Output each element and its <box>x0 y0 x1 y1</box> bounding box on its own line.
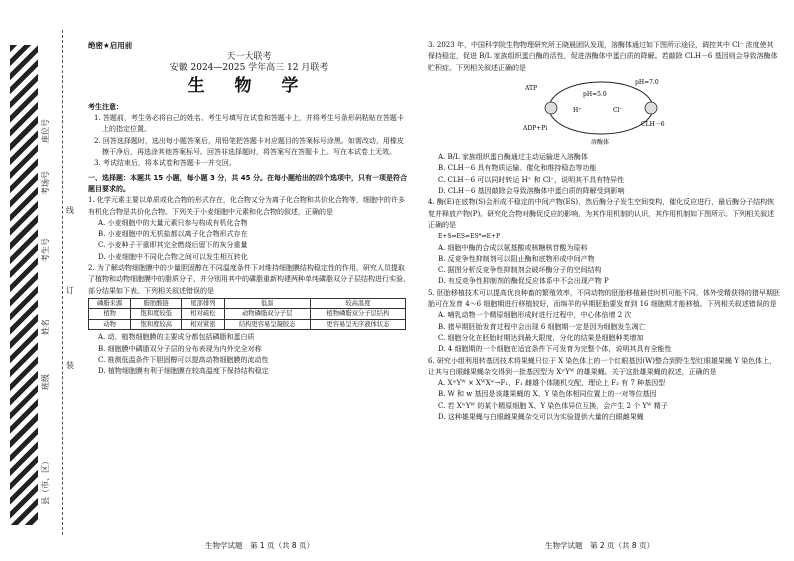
label-room: 考场号 <box>41 171 50 195</box>
question-3-stem: 3. 2023 年，中国科学院生物物理研究所王晓晨团队发现，溶酶体通过如下图所示途径，调控其中 Cl⁻ 浓度使其保持稳定，促进 B/L 家族组织蛋白酶的活性，促进溶酶体中蛋白质的降解。若敲除 CLH－6 基因则会导致溶酶体贮积症。下列相关叙述正确的是 <box>428 41 778 72</box>
option: B. 小麦细胞中的无机盐都以离子化合物形式存在 <box>98 230 248 239</box>
table-cell: 饱和度较低 <box>131 309 182 320</box>
table-header: 尾部排列 <box>182 298 224 309</box>
atp-label: ATP <box>525 84 538 92</box>
label-county: 县（市、区） <box>41 457 50 505</box>
label-name: 姓名 <box>41 319 50 335</box>
option: A. XʷYᵂ × XᵂXʷ→F₁，F₁ 雌雄个体随机交配，理论上 F₂ 有 7 种基因型 <box>438 379 666 388</box>
option: B. W 和 w 基因是该雄果蝇的 X、Y 染色体相同位置上的一对等位基因 <box>438 390 657 399</box>
table-cell: 相对紧密 <box>182 319 224 330</box>
notes-title: 考生注意： <box>88 102 123 111</box>
lysosome-membrane <box>549 82 653 134</box>
option: C. 小麦种子干重即其完全燃烧后留下的灰分重量 <box>98 241 248 250</box>
proton-pump <box>545 102 557 114</box>
option: C. 若 XʷYᵂ 的某个精原细胞 X、Y 染色体异位互换，会产生 2 个 Yᵂ 精子 <box>438 401 668 410</box>
enzyme-formula: E+S⇌ES⇌ES*⇌E+P <box>438 233 501 241</box>
subject-title: 生 物 学 <box>187 75 311 96</box>
note-item: 1. 答题前，考生务必将自己的姓名、考生号填写在试卷和答题卡上，并将考生号条形码粘贴在答题卡上的指定位置。 <box>94 114 404 134</box>
option: B. CLH－6 具有物质运输、催化和维持稳态等功能 <box>438 164 597 173</box>
option: A. B/L 家族组织蛋白酶通过主动运输进入溶酶体 <box>438 153 588 162</box>
question-6-stem: 6. 研究小组利用转基因技术将果蝇只位于 X 染色体上的一个红眼基因(W)整合到野生型红眼雄果蝇 Y 染色体上，让其与白眼雌果蝇杂交得到一批基因型为 XʷYᵂ 的雄果蝇。关于这批雄果蝇的叙述，正确的是 <box>428 356 777 376</box>
table-header: 脂肪酸链 <box>131 298 182 309</box>
option: B. 细胞膜中磷脂双分子层的分布表现为内外完全对称 <box>98 344 262 353</box>
question-4-stem: 4. 酶(E)在底物(S)会形成不稳定的中间产物(ES)，然后酶分子发生空间变构，催化反应进行，最后酶分子结构恢复并释放产物(P)。研究化合物对酶促反应的影响，为其作用机制的认识，其作用机制如下图所示。下列相关叙述正确的是 <box>428 198 775 229</box>
binding-strip <box>0 0 84 561</box>
table-cell: 更容易呈无序液体状态 <box>310 319 405 330</box>
binding-dashed-line <box>62 30 63 535</box>
label-seat: 座位号 <box>41 119 50 143</box>
option: A. 小麦细胞中的大量元素只参与构成有机化合物 <box>98 218 248 227</box>
ph-inside-label: pH=5.0 <box>583 90 607 98</box>
option: A. 哺乳动物一个精原细胞形成时进行过程中，中心体倍增 2 次 <box>438 311 632 320</box>
question-1-stem: 1. 化学元素主要以单质或化合物的形式存在，化合物又分为离子化合物和共价化合物等，细胞中的许多有机化合物是共价化合物。下列关于小麦细胞中元素和化合物的叙述，正确的是 <box>88 196 405 216</box>
note-item: 2. 回答选择题时，选出每小题答案后，用铅笔把答题卡对应题目的答案标号涂黑。如需改动，用橡皮擦干净后，再选涂其他答案标号。回答非选择题时，将答案写在答题卡上。写在本试卷上无效。 <box>94 136 404 157</box>
option: D. 这种雄果蝇与白眼雌果蝇杂交可以为实验提供大量的白眼雌果蝇 <box>438 413 644 422</box>
table-cell: 结构更容易呈凝胶态 <box>224 319 310 330</box>
exam-name: 安徽 2024—2025 学年高三 12 月联考 <box>169 63 329 74</box>
note-item: 3. 考试结束后，将本试卷和答题卡一并交回。 <box>94 159 236 168</box>
option: A. 细胞中酶的合成以氨基酸或核糖核苷酸为原料 <box>438 243 588 252</box>
option: A. 动、植物细胞膜的主要成分都包括磷脂和蛋白质 <box>98 333 255 342</box>
ph-outside-label: pH=7.0 <box>635 78 659 86</box>
footer-left: 生物学试题 第 1 页（共 8 页） <box>205 541 315 550</box>
lysosome-label: 溶酶体 <box>591 138 610 146</box>
table-header: 低温 <box>224 298 310 309</box>
exam-org: 天一大联考 <box>226 52 272 62</box>
left-column <box>88 38 410 378</box>
table-row <box>89 319 406 330</box>
clh6-transporter <box>645 102 657 114</box>
table-row <box>89 309 406 320</box>
option: C. 细胞分化在胚胎时期达到最大限度，分化的结果是细胞种类增加 <box>438 333 644 342</box>
option: D. CLH－6 基因敲除会导致溶酶体中蛋白质的降解受到影响 <box>438 187 625 196</box>
table-cell: 相对疏松 <box>182 309 224 320</box>
option: D. 小麦细胞中不同化合物之间可以发生相互转化 <box>98 252 248 261</box>
option: D. 植物细胞膜有利于细胞膜在较高温度下保持结构稳定 <box>98 367 269 376</box>
table-cell: 动物 <box>89 319 131 330</box>
option: B. 反竞争性抑制剂可以阻止酶和底物形成中间产物 <box>438 254 595 263</box>
hplus-label: H⁺ <box>573 106 582 114</box>
option: D. 4 细胞期的一个细胞在适宜条件下可发育为完整个体，说明其具有全能性 <box>438 345 672 354</box>
secret-label: 绝密★启用前 <box>88 41 133 50</box>
mark-install: 装 <box>66 361 74 370</box>
table-cell: 植物磷脂双分子层结构 <box>310 309 405 320</box>
question-2-stem: 2. 为了解动物细胞膜中的少量胆固醇在不同温度条件下对维持细胞膜结构稳定性的作用，研究人员提取了植物和动物细胞膜中的脂质分子，并分别用其中的磷脂重新构建两种单纯磷脂双分子层结构进行实验，部分结果如下表。下列相关叙述错误的是 <box>88 264 410 295</box>
option: D. 有反竞争性抑制剂的酶促反应体系中不会出现产物 P <box>438 277 609 286</box>
footer-right: 生物学试题 第 2 页（共 8 页） <box>545 541 655 550</box>
option: B. 猪早期胚胎发育过程中会出现 6 细胞期一定是因为细胞发生凋亡 <box>438 322 646 331</box>
label-candidate: 考生号 <box>41 238 50 262</box>
binding-stripes <box>10 45 38 525</box>
clh6-label: CLH－6 <box>641 120 665 128</box>
option: C. CLH－6 可以同时转运 H⁺ 和 Cl⁻，说明其不具有特异性 <box>438 175 625 184</box>
lysosome-diagram <box>523 76 673 146</box>
label-class: 班级 <box>41 374 50 390</box>
mark-bind: 订 <box>66 286 74 295</box>
table-cell: 动物磷脂双分子层 <box>224 309 310 320</box>
table-header: 磷脂来源 <box>89 298 131 309</box>
cl-label: Cl⁻ <box>613 106 623 114</box>
table-cell: 饱和度较高 <box>131 319 182 330</box>
option: C. 推测低温条件下胆固醇可以提高动物细胞膜的流动性 <box>98 356 269 365</box>
table-header: 较高温度 <box>310 298 405 309</box>
option: C. 据图分析反竞争性抑制剂会破坏酶分子的空间结构 <box>438 266 602 275</box>
notes <box>88 102 410 170</box>
lipid-table <box>88 298 406 331</box>
right-column <box>428 40 780 423</box>
table-cell: 植物 <box>89 309 131 320</box>
section-title: 一、选择题：本题共 15 小题，每小题 3 分，共 45 分。在每小题给出的四个选项中，只有一项是符合题目要求的。 <box>88 173 407 193</box>
adp-label: ADP+Pi <box>523 124 548 132</box>
question-5-stem: 5. 胚胎移植技术可以提高优良种畜的繁殖效率，不同动物的胚胎移植最佳时机可能不同，体外受精获得的猪早期胚胎可在发育 4～6 细胞期进行移植较好，而绵羊的早期胚胎要发育到 16 细胞期才能移植。下列相关叙述错误的是 <box>428 288 780 309</box>
mark-line: 线 <box>66 206 74 215</box>
table-header-row <box>89 298 406 309</box>
